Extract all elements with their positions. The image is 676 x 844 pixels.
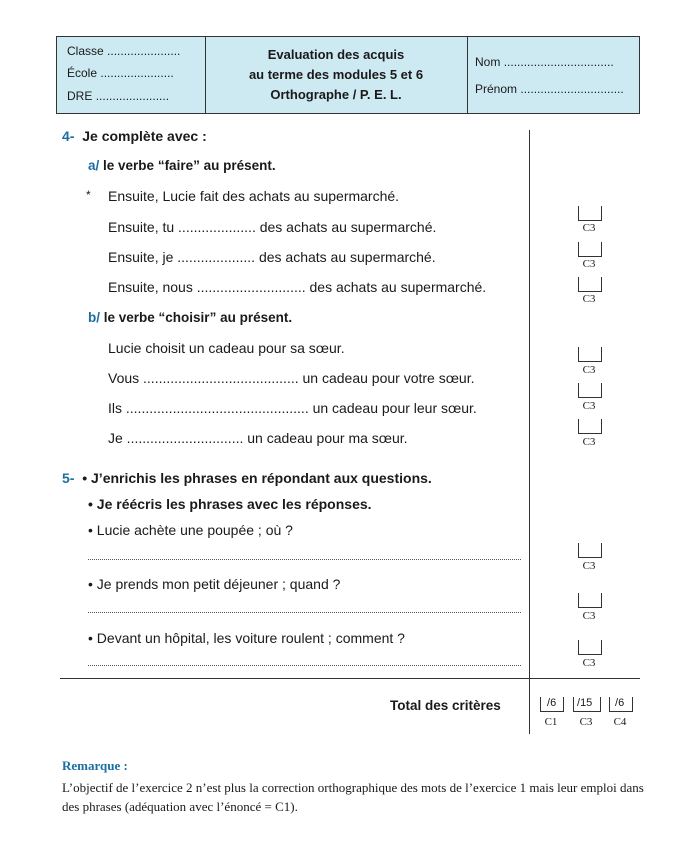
part-b-heading: b/ le verbe “choisir” au présent. [88, 310, 293, 325]
score-box[interactable] [578, 206, 602, 221]
a-line-tu[interactable]: Ensuite, tu .................... des achats au supermarché. [108, 219, 437, 235]
bullet-star: * [86, 188, 91, 202]
total-score-c3: /15 [577, 697, 593, 709]
b-line-vous[interactable]: Vous ........................................ un cadeau pour votre sœur. [108, 370, 475, 386]
criteria-label: C3 [582, 258, 596, 270]
criteria-label: C3 [582, 222, 596, 234]
criteria-label: C3 [582, 400, 596, 412]
total-score-c4: /6 [615, 697, 625, 709]
criteria-label: C3 [582, 657, 596, 669]
score-box[interactable] [578, 419, 602, 434]
criteria-label: C3 [582, 436, 596, 448]
total-criteria-c1: C1 [544, 716, 558, 728]
header-table [56, 36, 640, 114]
score-box[interactable] [578, 242, 602, 257]
exercise-4-heading [62, 128, 207, 144]
part-a-heading: a/ le verbe “faire” au présent. [88, 158, 276, 173]
exercise-5-instruction-1: • J’enrichis les phrases en répondant aux questions. [82, 470, 432, 486]
score-box[interactable] [578, 383, 602, 398]
criteria-label: C3 [582, 364, 596, 376]
exercise-4-number: 4- [62, 128, 75, 144]
score-box[interactable] [578, 593, 602, 608]
ex5-question-3: • Devant un hôpital, les voiture roulent ; comment ? [88, 630, 405, 646]
ex5-answer-line-1[interactable] [88, 559, 521, 560]
classe-field[interactable]: Classe ...................... [67, 44, 181, 58]
criteria-label: C3 [582, 293, 596, 305]
header-school-info [57, 37, 206, 113]
total-criteria-c4: C4 [613, 716, 627, 728]
criteria-label: C3 [582, 610, 596, 622]
b-line-ils[interactable]: Ils ............................................... un cadeau pour leur sœur. [108, 400, 477, 416]
title-line-1: Evaluation des acquis [267, 47, 405, 62]
score-column-divider [529, 130, 530, 734]
total-label: Total des critères [390, 698, 501, 713]
nom-field[interactable]: Nom ................................. [475, 55, 614, 69]
ex5-question-1: • Lucie achète une poupée ; où ? [88, 522, 293, 538]
b-line-je[interactable]: Je .............................. un cadeau pour ma sœur. [108, 430, 408, 446]
score-box[interactable] [578, 347, 602, 362]
ex5-question-2: • Je prends mon petit déjeuner ; quand ? [88, 576, 341, 592]
remarque-text: L’objectif de l’exercice 2 n’est plus la correction orthographique des mots de l’exercice 1 mais leur emploi dans des phrases (adéquation avec l’énoncé = C1). [62, 780, 644, 814]
a-line-nous[interactable]: Ensuite, nous ............................ des achats au supermarché. [108, 279, 487, 295]
criteria-label: C3 [582, 560, 596, 572]
ex5-answer-line-3[interactable] [88, 665, 521, 666]
total-divider [60, 678, 640, 679]
remarque-title: Remarque : [62, 758, 128, 773]
prenom-field[interactable]: Prénom ............................... [475, 82, 624, 96]
exercise-4-instruction: Je complète avec : [82, 128, 207, 144]
exercise-5-instruction-2: • Je réécris les phrases avec les réponses. [88, 496, 372, 512]
score-box[interactable] [578, 277, 602, 292]
header-student-info [467, 37, 639, 113]
exercise-5-number: 5- [62, 470, 75, 486]
total-criteria-c3: C3 [579, 716, 593, 728]
a-example-line: Ensuite, Lucie fait des achats au supermarché. [108, 188, 400, 204]
title-line-2: au terme des modules 5 et 6 [248, 67, 424, 82]
score-box[interactable] [578, 543, 602, 558]
a-line-je[interactable]: Ensuite, je .................... des achats au supermarché. [108, 249, 436, 265]
ex5-answer-line-2[interactable] [88, 612, 521, 613]
ecole-field[interactable]: École ...................... [67, 66, 174, 80]
header-title [205, 37, 468, 113]
total-score-c1: /6 [547, 697, 557, 709]
score-box[interactable] [578, 640, 602, 655]
dre-field[interactable]: DRE ...................... [67, 89, 170, 103]
title-line-3: Orthographe / P. E. L. [270, 87, 402, 102]
exercise-5-heading [62, 470, 432, 486]
b-example-line: Lucie choisit un cadeau pour sa sœur. [108, 340, 345, 356]
